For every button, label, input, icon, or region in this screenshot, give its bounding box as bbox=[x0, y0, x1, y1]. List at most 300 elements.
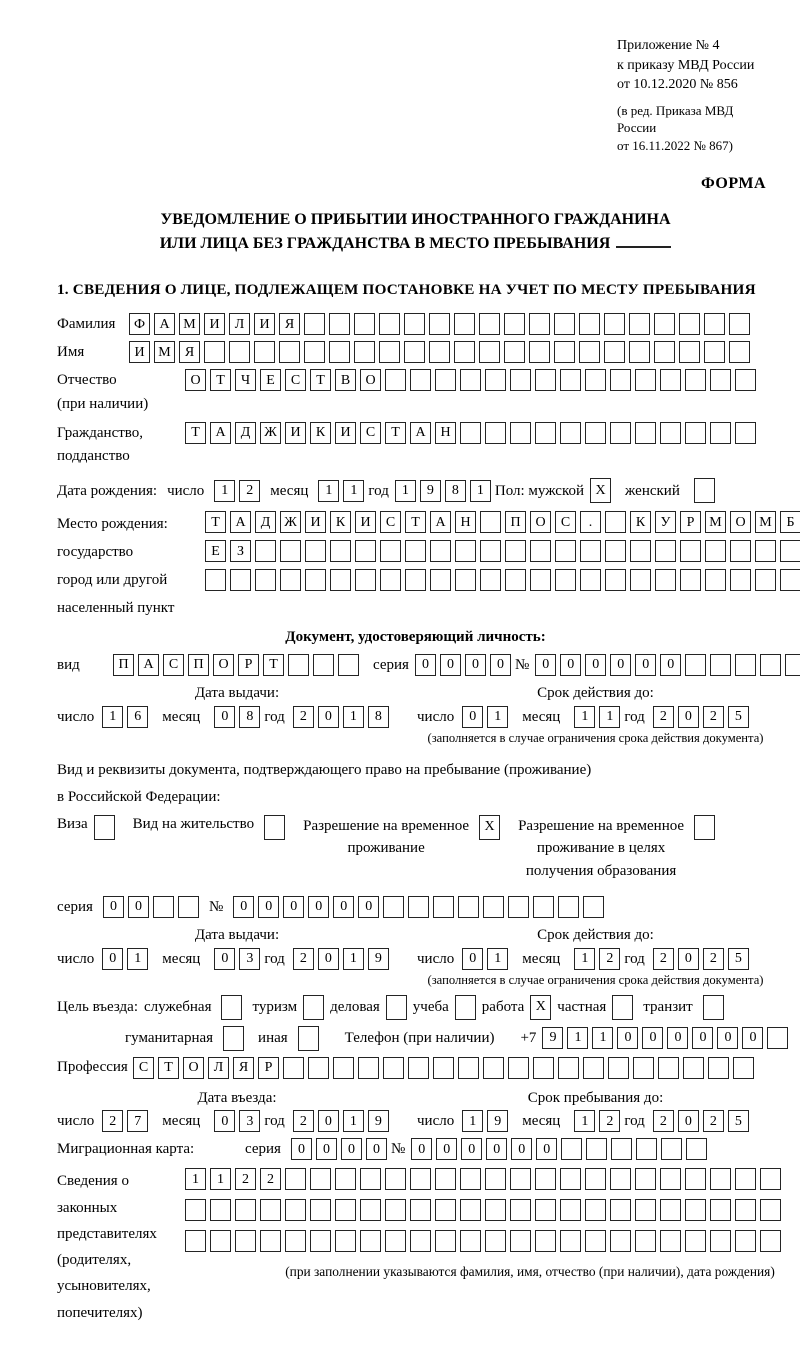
char-cell[interactable]: 0 bbox=[411, 1138, 432, 1160]
char-cell[interactable] bbox=[685, 422, 706, 444]
purpose-transit-checkbox[interactable] bbox=[703, 995, 724, 1020]
char-cell[interactable] bbox=[330, 540, 351, 562]
char-cell[interactable]: 2 bbox=[102, 1110, 123, 1132]
char-cell[interactable] bbox=[310, 1168, 331, 1190]
char-cell[interactable]: 9 bbox=[368, 1110, 389, 1132]
char-cell[interactable] bbox=[355, 569, 376, 591]
char-cell[interactable]: 0 bbox=[535, 654, 556, 676]
char-cell[interactable] bbox=[435, 369, 456, 391]
char-cell[interactable] bbox=[229, 341, 250, 363]
char-cell[interactable]: 0 bbox=[635, 654, 656, 676]
char-cell[interactable] bbox=[380, 540, 401, 562]
char-cell[interactable] bbox=[380, 569, 401, 591]
char-cell[interactable] bbox=[485, 369, 506, 391]
char-cell[interactable]: К bbox=[630, 511, 651, 533]
char-cell[interactable] bbox=[454, 313, 475, 335]
char-cell[interactable]: Т bbox=[385, 422, 406, 444]
char-cell[interactable]: А bbox=[210, 422, 231, 444]
char-cell[interactable] bbox=[583, 896, 604, 918]
char-cell[interactable] bbox=[504, 313, 525, 335]
char-cell[interactable] bbox=[285, 1199, 306, 1221]
char-cell[interactable] bbox=[480, 511, 501, 533]
char-cell[interactable] bbox=[153, 896, 174, 918]
char-cell[interactable]: 0 bbox=[436, 1138, 457, 1160]
char-cell[interactable] bbox=[383, 1057, 404, 1079]
char-cell[interactable] bbox=[313, 654, 334, 676]
char-cell[interactable] bbox=[729, 341, 750, 363]
char-cell[interactable] bbox=[385, 1199, 406, 1221]
char-cell[interactable] bbox=[338, 654, 359, 676]
char-cell[interactable] bbox=[480, 569, 501, 591]
char-cell[interactable]: 9 bbox=[420, 480, 441, 502]
char-cell[interactable] bbox=[335, 1230, 356, 1252]
char-cell[interactable] bbox=[460, 1168, 481, 1190]
char-cell[interactable] bbox=[586, 1138, 607, 1160]
char-cell[interactable] bbox=[630, 540, 651, 562]
char-cell[interactable]: И bbox=[204, 313, 225, 335]
char-cell[interactable] bbox=[710, 1199, 731, 1221]
char-cell[interactable]: 9 bbox=[542, 1027, 563, 1049]
char-cell[interactable] bbox=[510, 1168, 531, 1190]
char-cell[interactable] bbox=[604, 313, 625, 335]
char-cell[interactable] bbox=[535, 1168, 556, 1190]
char-cell[interactable] bbox=[610, 1168, 631, 1190]
char-cell[interactable] bbox=[685, 1199, 706, 1221]
char-cell[interactable]: 0 bbox=[678, 948, 699, 970]
char-cell[interactable]: 0 bbox=[291, 1138, 312, 1160]
char-cell[interactable]: 2 bbox=[293, 706, 314, 728]
char-cell[interactable]: 2 bbox=[235, 1168, 256, 1190]
char-cell[interactable] bbox=[205, 569, 226, 591]
char-cell[interactable] bbox=[279, 341, 300, 363]
char-cell[interactable] bbox=[561, 1138, 582, 1160]
char-cell[interactable] bbox=[661, 1138, 682, 1160]
char-cell[interactable] bbox=[435, 1230, 456, 1252]
char-cell[interactable]: 2 bbox=[239, 480, 260, 502]
char-cell[interactable]: 1 bbox=[343, 706, 364, 728]
char-cell[interactable] bbox=[660, 1230, 681, 1252]
char-cell[interactable] bbox=[554, 313, 575, 335]
char-cell[interactable] bbox=[335, 1168, 356, 1190]
char-cell[interactable] bbox=[404, 341, 425, 363]
char-cell[interactable] bbox=[704, 313, 725, 335]
char-cell[interactable] bbox=[354, 313, 375, 335]
char-cell[interactable]: Т bbox=[310, 369, 331, 391]
char-cell[interactable]: Н bbox=[455, 511, 476, 533]
char-cell[interactable]: 0 bbox=[585, 654, 606, 676]
char-cell[interactable] bbox=[255, 540, 276, 562]
char-cell[interactable]: 0 bbox=[341, 1138, 362, 1160]
char-cell[interactable] bbox=[510, 1199, 531, 1221]
char-cell[interactable]: 0 bbox=[316, 1138, 337, 1160]
char-cell[interactable]: А bbox=[410, 422, 431, 444]
char-cell[interactable]: С bbox=[380, 511, 401, 533]
char-cell[interactable]: Р bbox=[238, 654, 259, 676]
char-cell[interactable]: С bbox=[555, 511, 576, 533]
char-cell[interactable]: Т bbox=[185, 422, 206, 444]
char-cell[interactable]: 0 bbox=[560, 654, 581, 676]
char-cell[interactable]: 2 bbox=[703, 948, 724, 970]
char-cell[interactable]: 0 bbox=[717, 1027, 738, 1049]
char-cell[interactable]: И bbox=[129, 341, 150, 363]
char-cell[interactable]: Т bbox=[205, 511, 226, 533]
char-cell[interactable] bbox=[558, 896, 579, 918]
char-cell[interactable]: 8 bbox=[368, 706, 389, 728]
char-cell[interactable]: О bbox=[360, 369, 381, 391]
char-cell[interactable] bbox=[555, 540, 576, 562]
char-cell[interactable] bbox=[204, 341, 225, 363]
char-cell[interactable]: 0 bbox=[258, 896, 279, 918]
char-cell[interactable]: 1 bbox=[487, 948, 508, 970]
char-cell[interactable] bbox=[730, 569, 751, 591]
edu-permit-checkbox[interactable] bbox=[694, 815, 715, 840]
char-cell[interactable]: Д bbox=[255, 511, 276, 533]
char-cell[interactable] bbox=[254, 341, 275, 363]
char-cell[interactable] bbox=[235, 1199, 256, 1221]
char-cell[interactable] bbox=[680, 540, 701, 562]
char-cell[interactable]: 1 bbox=[214, 480, 235, 502]
char-cell[interactable] bbox=[210, 1230, 231, 1252]
char-cell[interactable]: В bbox=[335, 369, 356, 391]
char-cell[interactable]: 0 bbox=[511, 1138, 532, 1160]
char-cell[interactable] bbox=[280, 569, 301, 591]
char-cell[interactable]: Я bbox=[179, 341, 200, 363]
char-cell[interactable]: 3 bbox=[239, 948, 260, 970]
char-cell[interactable] bbox=[679, 341, 700, 363]
char-cell[interactable] bbox=[635, 422, 656, 444]
char-cell[interactable] bbox=[585, 369, 606, 391]
char-cell[interactable] bbox=[430, 540, 451, 562]
char-cell[interactable]: С bbox=[163, 654, 184, 676]
char-cell[interactable]: 2 bbox=[599, 1110, 620, 1132]
char-cell[interactable] bbox=[435, 1168, 456, 1190]
char-cell[interactable] bbox=[611, 1138, 632, 1160]
char-cell[interactable]: П bbox=[113, 654, 134, 676]
char-cell[interactable] bbox=[460, 1199, 481, 1221]
char-cell[interactable]: 0 bbox=[440, 654, 461, 676]
char-cell[interactable] bbox=[730, 540, 751, 562]
char-cell[interactable]: И bbox=[285, 422, 306, 444]
sex-female-checkbox[interactable] bbox=[694, 478, 715, 503]
char-cell[interactable] bbox=[704, 341, 725, 363]
char-cell[interactable]: 0 bbox=[461, 1138, 482, 1160]
char-cell[interactable] bbox=[755, 569, 776, 591]
char-cell[interactable] bbox=[760, 654, 781, 676]
char-cell[interactable] bbox=[685, 369, 706, 391]
char-cell[interactable] bbox=[430, 569, 451, 591]
char-cell[interactable] bbox=[635, 1199, 656, 1221]
char-cell[interactable]: 0 bbox=[358, 896, 379, 918]
char-cell[interactable] bbox=[305, 569, 326, 591]
char-cell[interactable]: 0 bbox=[660, 654, 681, 676]
char-cell[interactable] bbox=[480, 540, 501, 562]
char-cell[interactable] bbox=[535, 422, 556, 444]
char-cell[interactable] bbox=[429, 341, 450, 363]
char-cell[interactable]: 0 bbox=[318, 706, 339, 728]
char-cell[interactable]: 2 bbox=[653, 706, 674, 728]
char-cell[interactable] bbox=[655, 540, 676, 562]
char-cell[interactable] bbox=[260, 1230, 281, 1252]
char-cell[interactable]: Т bbox=[263, 654, 284, 676]
char-cell[interactable]: Е bbox=[260, 369, 281, 391]
char-cell[interactable] bbox=[508, 896, 529, 918]
char-cell[interactable] bbox=[505, 540, 526, 562]
char-cell[interactable]: 2 bbox=[599, 948, 620, 970]
char-cell[interactable] bbox=[433, 896, 454, 918]
char-cell[interactable] bbox=[630, 569, 651, 591]
char-cell[interactable]: О bbox=[185, 369, 206, 391]
char-cell[interactable]: 3 bbox=[239, 1110, 260, 1132]
char-cell[interactable]: У bbox=[655, 511, 676, 533]
char-cell[interactable]: 6 bbox=[127, 706, 148, 728]
char-cell[interactable] bbox=[610, 1199, 631, 1221]
char-cell[interactable] bbox=[505, 569, 526, 591]
char-cell[interactable] bbox=[655, 569, 676, 591]
char-cell[interactable] bbox=[379, 341, 400, 363]
char-cell[interactable] bbox=[608, 1057, 629, 1079]
char-cell[interactable] bbox=[735, 1199, 756, 1221]
char-cell[interactable] bbox=[508, 1057, 529, 1079]
char-cell[interactable] bbox=[535, 369, 556, 391]
char-cell[interactable] bbox=[705, 569, 726, 591]
char-cell[interactable]: 9 bbox=[487, 1110, 508, 1132]
char-cell[interactable]: 0 bbox=[536, 1138, 557, 1160]
char-cell[interactable] bbox=[658, 1057, 679, 1079]
char-cell[interactable]: Л bbox=[229, 313, 250, 335]
char-cell[interactable] bbox=[660, 1199, 681, 1221]
char-cell[interactable] bbox=[705, 540, 726, 562]
char-cell[interactable] bbox=[629, 341, 650, 363]
char-cell[interactable]: 0 bbox=[318, 948, 339, 970]
char-cell[interactable] bbox=[385, 1168, 406, 1190]
char-cell[interactable] bbox=[285, 1168, 306, 1190]
char-cell[interactable]: 0 bbox=[214, 706, 235, 728]
char-cell[interactable] bbox=[280, 540, 301, 562]
char-cell[interactable]: 0 bbox=[366, 1138, 387, 1160]
char-cell[interactable]: 1 bbox=[470, 480, 491, 502]
char-cell[interactable]: 1 bbox=[343, 1110, 364, 1132]
char-cell[interactable] bbox=[529, 341, 550, 363]
char-cell[interactable] bbox=[733, 1057, 754, 1079]
char-cell[interactable] bbox=[560, 1168, 581, 1190]
char-cell[interactable]: 8 bbox=[445, 480, 466, 502]
char-cell[interactable] bbox=[283, 1057, 304, 1079]
char-cell[interactable]: С bbox=[133, 1057, 154, 1079]
char-cell[interactable]: 2 bbox=[260, 1168, 281, 1190]
char-cell[interactable]: 2 bbox=[653, 1110, 674, 1132]
char-cell[interactable] bbox=[454, 341, 475, 363]
char-cell[interactable] bbox=[408, 896, 429, 918]
char-cell[interactable] bbox=[429, 313, 450, 335]
char-cell[interactable] bbox=[329, 313, 350, 335]
char-cell[interactable]: 1 bbox=[567, 1027, 588, 1049]
char-cell[interactable]: Ж bbox=[260, 422, 281, 444]
char-cell[interactable] bbox=[605, 540, 626, 562]
char-cell[interactable] bbox=[604, 341, 625, 363]
char-cell[interactable] bbox=[533, 896, 554, 918]
char-cell[interactable] bbox=[408, 1057, 429, 1079]
char-cell[interactable]: К bbox=[310, 422, 331, 444]
purpose-business-checkbox[interactable] bbox=[386, 995, 407, 1020]
char-cell[interactable] bbox=[635, 1168, 656, 1190]
char-cell[interactable] bbox=[535, 1199, 556, 1221]
char-cell[interactable] bbox=[433, 1057, 454, 1079]
char-cell[interactable] bbox=[185, 1230, 206, 1252]
char-cell[interactable]: Л bbox=[208, 1057, 229, 1079]
char-cell[interactable]: 1 bbox=[599, 706, 620, 728]
char-cell[interactable]: И bbox=[355, 511, 376, 533]
char-cell[interactable] bbox=[510, 422, 531, 444]
char-cell[interactable]: 8 bbox=[239, 706, 260, 728]
char-cell[interactable]: 0 bbox=[128, 896, 149, 918]
char-cell[interactable] bbox=[533, 1057, 554, 1079]
char-cell[interactable]: 0 bbox=[415, 654, 436, 676]
char-cell[interactable]: 0 bbox=[462, 706, 483, 728]
char-cell[interactable]: 0 bbox=[233, 896, 254, 918]
char-cell[interactable] bbox=[610, 422, 631, 444]
char-cell[interactable] bbox=[410, 1168, 431, 1190]
char-cell[interactable]: 1 bbox=[343, 480, 364, 502]
char-cell[interactable]: 1 bbox=[127, 948, 148, 970]
char-cell[interactable] bbox=[304, 341, 325, 363]
char-cell[interactable] bbox=[458, 1057, 479, 1079]
char-cell[interactable] bbox=[579, 313, 600, 335]
char-cell[interactable]: Р bbox=[680, 511, 701, 533]
char-cell[interactable] bbox=[785, 654, 800, 676]
char-cell[interactable]: О bbox=[183, 1057, 204, 1079]
char-cell[interactable] bbox=[354, 341, 375, 363]
char-cell[interactable]: 0 bbox=[283, 896, 304, 918]
char-cell[interactable]: 0 bbox=[642, 1027, 663, 1049]
char-cell[interactable] bbox=[710, 1230, 731, 1252]
char-cell[interactable]: П bbox=[188, 654, 209, 676]
char-cell[interactable] bbox=[535, 1230, 556, 1252]
purpose-study-checkbox[interactable] bbox=[455, 995, 476, 1020]
char-cell[interactable] bbox=[379, 313, 400, 335]
char-cell[interactable] bbox=[405, 569, 426, 591]
char-cell[interactable] bbox=[554, 341, 575, 363]
char-cell[interactable]: Е bbox=[205, 540, 226, 562]
char-cell[interactable]: О bbox=[213, 654, 234, 676]
purpose-private-checkbox[interactable] bbox=[612, 995, 633, 1020]
char-cell[interactable] bbox=[610, 369, 631, 391]
char-cell[interactable] bbox=[558, 1057, 579, 1079]
char-cell[interactable] bbox=[460, 369, 481, 391]
char-cell[interactable] bbox=[235, 1230, 256, 1252]
char-cell[interactable]: М bbox=[755, 511, 776, 533]
char-cell[interactable]: 2 bbox=[703, 706, 724, 728]
char-cell[interactable] bbox=[605, 511, 626, 533]
char-cell[interactable]: 2 bbox=[293, 948, 314, 970]
char-cell[interactable] bbox=[560, 422, 581, 444]
char-cell[interactable]: 1 bbox=[185, 1168, 206, 1190]
char-cell[interactable]: Ф bbox=[129, 313, 150, 335]
char-cell[interactable] bbox=[404, 313, 425, 335]
char-cell[interactable] bbox=[585, 422, 606, 444]
char-cell[interactable] bbox=[329, 341, 350, 363]
char-cell[interactable] bbox=[483, 1057, 504, 1079]
char-cell[interactable]: 0 bbox=[102, 948, 123, 970]
char-cell[interactable]: Р bbox=[258, 1057, 279, 1079]
temp-permit-checkbox[interactable]: X bbox=[479, 815, 500, 840]
char-cell[interactable] bbox=[458, 896, 479, 918]
char-cell[interactable] bbox=[735, 369, 756, 391]
char-cell[interactable]: 1 bbox=[487, 706, 508, 728]
char-cell[interactable]: 0 bbox=[333, 896, 354, 918]
char-cell[interactable] bbox=[660, 369, 681, 391]
char-cell[interactable] bbox=[485, 1168, 506, 1190]
purpose-tourism-checkbox[interactable] bbox=[303, 995, 324, 1020]
char-cell[interactable] bbox=[460, 422, 481, 444]
char-cell[interactable]: 0 bbox=[742, 1027, 763, 1049]
char-cell[interactable]: И bbox=[335, 422, 356, 444]
purpose-work-checkbox[interactable]: X bbox=[530, 995, 551, 1020]
char-cell[interactable] bbox=[755, 540, 776, 562]
char-cell[interactable] bbox=[760, 1199, 781, 1221]
char-cell[interactable]: Я bbox=[279, 313, 300, 335]
char-cell[interactable]: 0 bbox=[610, 654, 631, 676]
char-cell[interactable] bbox=[610, 1230, 631, 1252]
char-cell[interactable] bbox=[355, 540, 376, 562]
char-cell[interactable]: А bbox=[430, 511, 451, 533]
char-cell[interactable] bbox=[735, 1168, 756, 1190]
char-cell[interactable] bbox=[310, 1230, 331, 1252]
char-cell[interactable]: 2 bbox=[653, 948, 674, 970]
char-cell[interactable] bbox=[629, 313, 650, 335]
char-cell[interactable] bbox=[710, 369, 731, 391]
char-cell[interactable]: 2 bbox=[293, 1110, 314, 1132]
char-cell[interactable] bbox=[710, 422, 731, 444]
char-cell[interactable] bbox=[360, 1199, 381, 1221]
char-cell[interactable] bbox=[654, 341, 675, 363]
char-cell[interactable] bbox=[410, 1199, 431, 1221]
char-cell[interactable]: 0 bbox=[692, 1027, 713, 1049]
char-cell[interactable]: Б bbox=[780, 511, 800, 533]
char-cell[interactable]: 1 bbox=[462, 1110, 483, 1132]
char-cell[interactable] bbox=[735, 422, 756, 444]
char-cell[interactable] bbox=[585, 1168, 606, 1190]
char-cell[interactable] bbox=[530, 540, 551, 562]
char-cell[interactable]: М bbox=[179, 313, 200, 335]
char-cell[interactable] bbox=[288, 654, 309, 676]
char-cell[interactable] bbox=[585, 1199, 606, 1221]
char-cell[interactable] bbox=[780, 540, 800, 562]
char-cell[interactable] bbox=[635, 369, 656, 391]
char-cell[interactable] bbox=[260, 1199, 281, 1221]
char-cell[interactable]: 5 bbox=[728, 706, 749, 728]
purpose-other-checkbox[interactable] bbox=[298, 1026, 319, 1051]
char-cell[interactable]: 9 bbox=[368, 948, 389, 970]
char-cell[interactable] bbox=[485, 1230, 506, 1252]
char-cell[interactable] bbox=[529, 313, 550, 335]
char-cell[interactable] bbox=[685, 654, 706, 676]
char-cell[interactable]: Я bbox=[233, 1057, 254, 1079]
char-cell[interactable]: А bbox=[154, 313, 175, 335]
char-cell[interactable]: 0 bbox=[490, 654, 511, 676]
char-cell[interactable] bbox=[510, 1230, 531, 1252]
char-cell[interactable] bbox=[358, 1057, 379, 1079]
char-cell[interactable]: 0 bbox=[318, 1110, 339, 1132]
char-cell[interactable] bbox=[333, 1057, 354, 1079]
char-cell[interactable] bbox=[479, 341, 500, 363]
char-cell[interactable]: А bbox=[230, 511, 251, 533]
char-cell[interactable]: 1 bbox=[343, 948, 364, 970]
char-cell[interactable] bbox=[255, 569, 276, 591]
char-cell[interactable] bbox=[710, 1168, 731, 1190]
char-cell[interactable] bbox=[360, 1168, 381, 1190]
char-cell[interactable] bbox=[760, 1230, 781, 1252]
char-cell[interactable] bbox=[580, 569, 601, 591]
